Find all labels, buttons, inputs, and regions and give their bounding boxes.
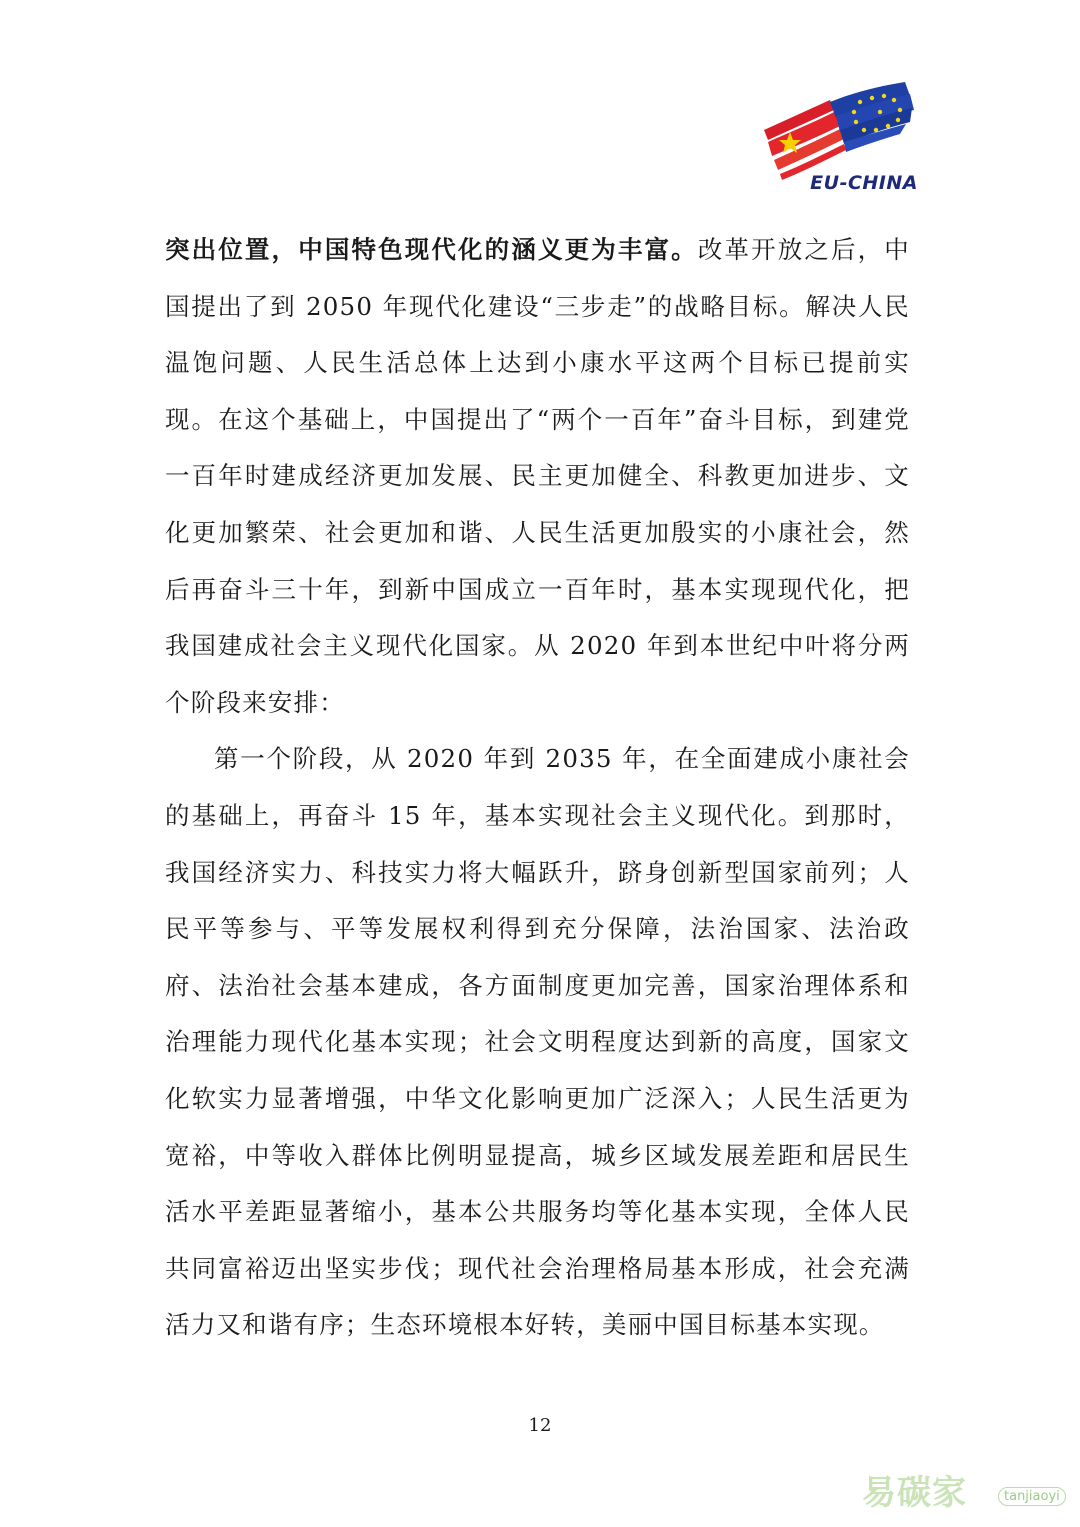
page-number: 12 — [528, 1415, 552, 1436]
eu-china-logo — [760, 80, 920, 200]
paragraph-2: 第一个阶段，从 2020 年到 2035 年，在全面建成小康社会的基础上，再奋斗 15 年，基本实现社会主义现代化。到那时，我国经济实力、科技实力将大幅跃升，跻身创新型国家前列；人民平等参与、平等发展权利得到充分保障，法治国家、法治政府、法治社会基本建成，各方面制度更加完善，国家治理体系和治理能力现代化基本实现；社会文明程度达到新的高度，国家文化软实力显著增强，中华文化影响更加广泛深入；人民生活更为宽裕，中等收入群体比例明显提高，城乡区域发展差距和居民生活水平差距显著缩小，基本公共服务均等化基本实现，全体人民共同富裕迈出坚实步伐；现代社会治理格局基本形成，社会充满活力又和谐有序；生态环境根本好转，美丽中国目标基本实现。 — [165, 744, 910, 1340]
eu-china-flag-icon — [760, 80, 920, 180]
watermark — [862, 1465, 1072, 1521]
paragraph-1 — [165, 222, 910, 731]
watermark-site-text: tanjiaoyi — [998, 1487, 1066, 1506]
watermark-logo-text: 易碳家 — [862, 1473, 967, 1513]
logo-text: EU-CHINA — [810, 172, 918, 194]
paragraph-1-text: 改革开放之后，中国提出了到 2050 年现代化建设“三步走”的战略目标。解决人民温饱问题、人民生活总体上达到小康水平这两个目标已提前实现。在这个基础上，中国提出了“两个一百年”奋斗目标，到建党一百年时建成经济更加发展、民主更加健全、科教更加进步、文化更加繁荣、社会更加和谐、人民生活更加殷实的小康社会，然后再奋斗三十年，到新中国成立一百年时，基本实现现代化，把我国建成社会主义现代化国家。从 2020 年到本世纪中叶将分两个阶段来安排： — [165, 235, 910, 717]
document-body — [165, 222, 910, 1354]
bold-lead-text: 突出位置，中国特色现代化的涵义更为丰富。 — [165, 235, 698, 264]
